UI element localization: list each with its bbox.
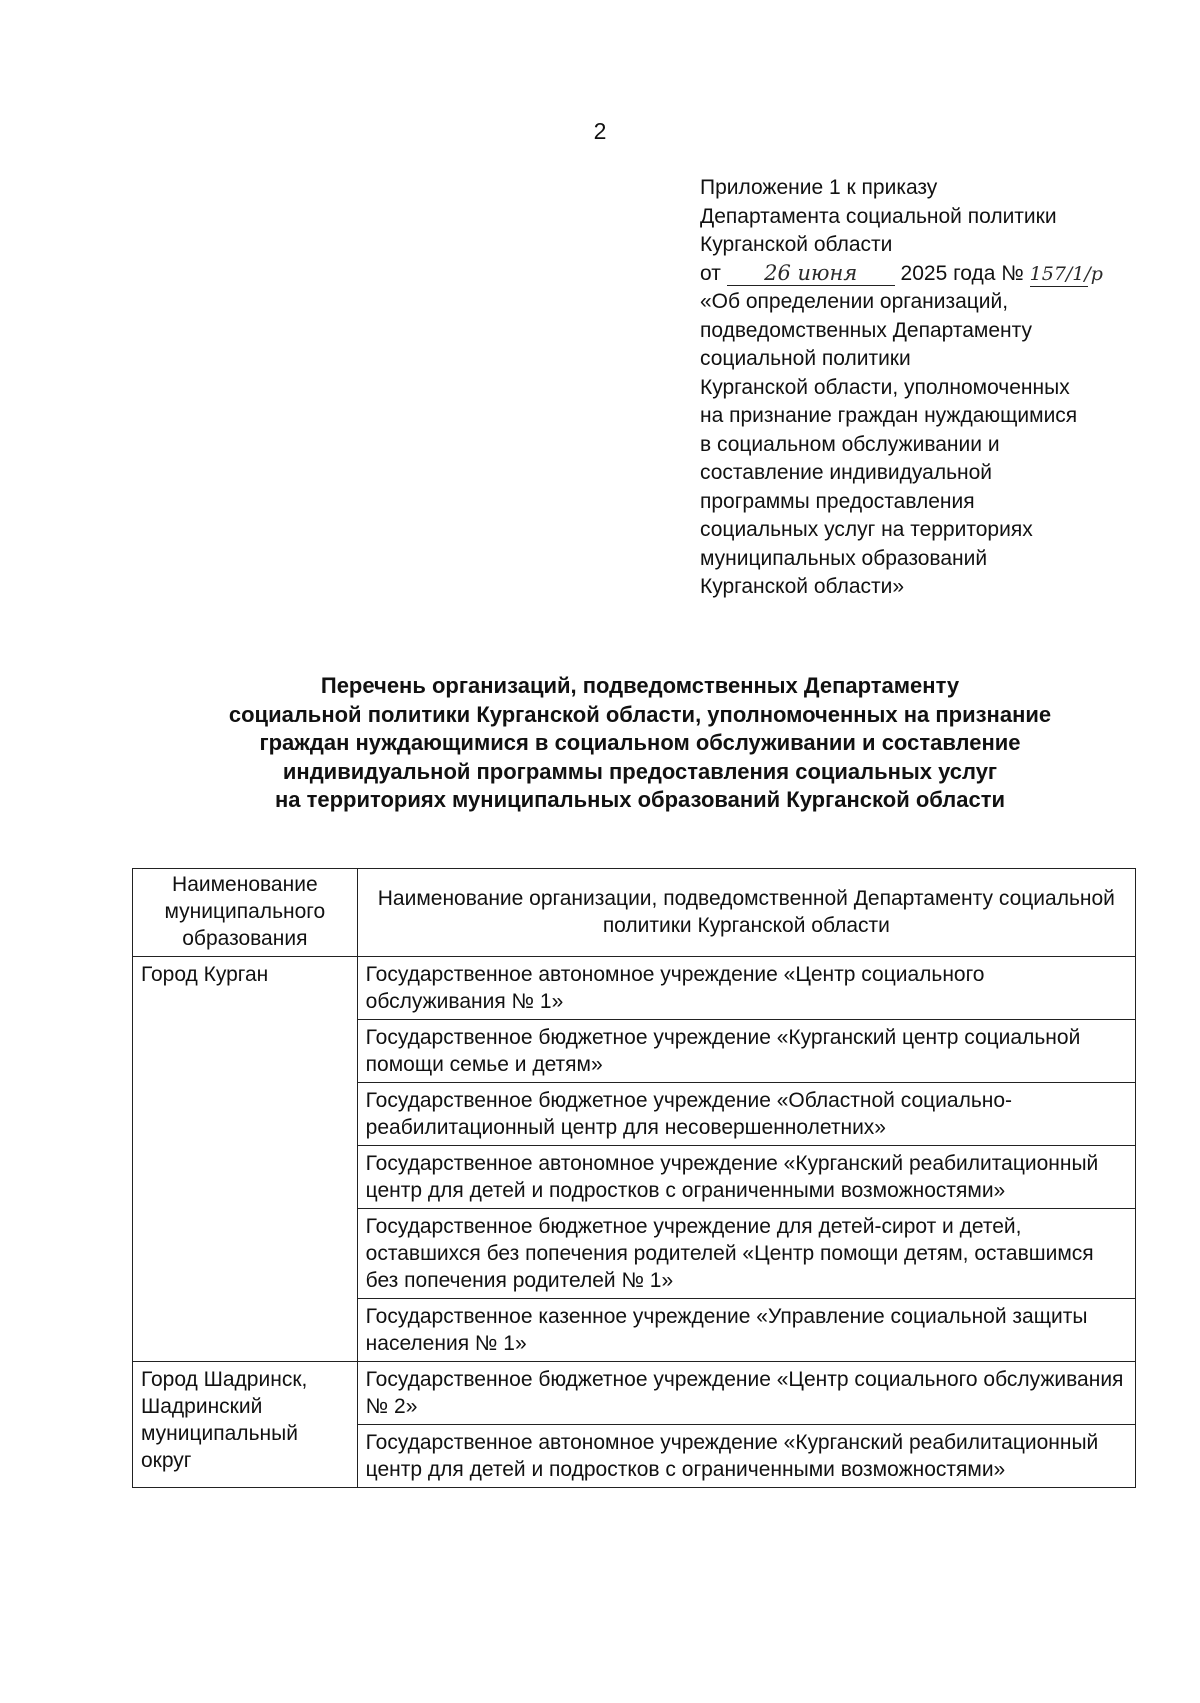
organization-cell: Государственное бюджетное учреждение «Курганский центр социальной помощи семье и детям» (357, 1020, 1135, 1083)
appendix-line: социальной политики (700, 347, 911, 370)
order-prefix: от (700, 261, 721, 285)
table-row (133, 957, 1136, 1020)
page-number: 2 (593, 118, 607, 144)
title-line: социальной политики Курганской области, уполномоченных на признание (228, 701, 1052, 727)
order-reference-line (700, 260, 1160, 289)
organization-cell: Государственное казенное учреждение «Управление социальной защиты населения № 1» (357, 1299, 1135, 1362)
appendix-line: Курганской области (700, 233, 893, 256)
appendix-header (700, 174, 1160, 602)
appendix-line: «Об определении организаций, (700, 290, 1009, 313)
organization-cell: Государственное бюджетное учреждение для детей-сирот и детей, оставшихся без попечения родителей «Центр помощи детям, оставшимся без попечения родителей № 1» (357, 1209, 1135, 1299)
appendix-line: социальных услуг на территориях (700, 518, 1033, 541)
organization-cell: Государственное бюджетное учреждение «Областной социально-реабилитационный центр для несовершеннолетних» (357, 1083, 1135, 1146)
table-row (133, 1362, 1136, 1425)
order-year: 2025 года № (900, 261, 1024, 285)
appendix-line: подведомственных Департаменту (700, 318, 1032, 342)
municipality-cell: Город Курган (133, 957, 358, 1362)
table-header-row (133, 869, 1136, 957)
appendix-line: Курганской области, уполномоченных (700, 375, 1070, 399)
organization-cell: Государственное автономное учреждение «Курганский реабилитационный центр для детей и подростков с ограниченными возможностями» (357, 1146, 1135, 1209)
title-line: граждан нуждающимися в социальном обслуживании и составление (259, 730, 1021, 755)
handwritten-order-date: 26 июня (727, 261, 895, 286)
header-organization: Наименование организации, подведомственной Департаменту социальной политики Курганской области (357, 869, 1135, 957)
appendix-line: Департамента социальной политики (700, 204, 1057, 228)
title-line: индивидуальной программы предоставления социальных услуг (282, 758, 998, 784)
title-line: на территориях муниципальных образований Курганской области (274, 787, 1006, 812)
appendix-line: программы предоставления (700, 489, 975, 513)
organization-cell: Государственное автономное учреждение «Центр социального обслуживания № 1» (357, 957, 1135, 1020)
appendix-line: муниципальных образований (700, 546, 988, 570)
document-title (120, 672, 1160, 815)
handwritten-order-number: 157/1/р (1029, 262, 1103, 285)
organization-cell: Государственное автономное учреждение «Курганский реабилитационный центр для детей и подростков с ограниченными возможностями» (357, 1425, 1135, 1488)
organizations-table (132, 868, 1136, 1488)
appendix-line: на признание граждан нуждающимися (700, 404, 1078, 427)
header-municipality: Наименование муниципального образования (133, 869, 358, 957)
appendix-line: Курганской области» (700, 575, 905, 598)
municipality-cell: Город Шадринск, Шадринский муниципальный округ (133, 1362, 358, 1488)
appendix-line: составление индивидуальной (700, 461, 993, 484)
appendix-line: в социальном обслуживании и (700, 432, 1000, 456)
title-line: Перечень организаций, подведомственных Департаменту (320, 673, 960, 698)
appendix-line: Приложение 1 к приказу (700, 176, 938, 199)
organization-cell: Государственное бюджетное учреждение «Центр социального обслуживания № 2» (357, 1362, 1135, 1425)
